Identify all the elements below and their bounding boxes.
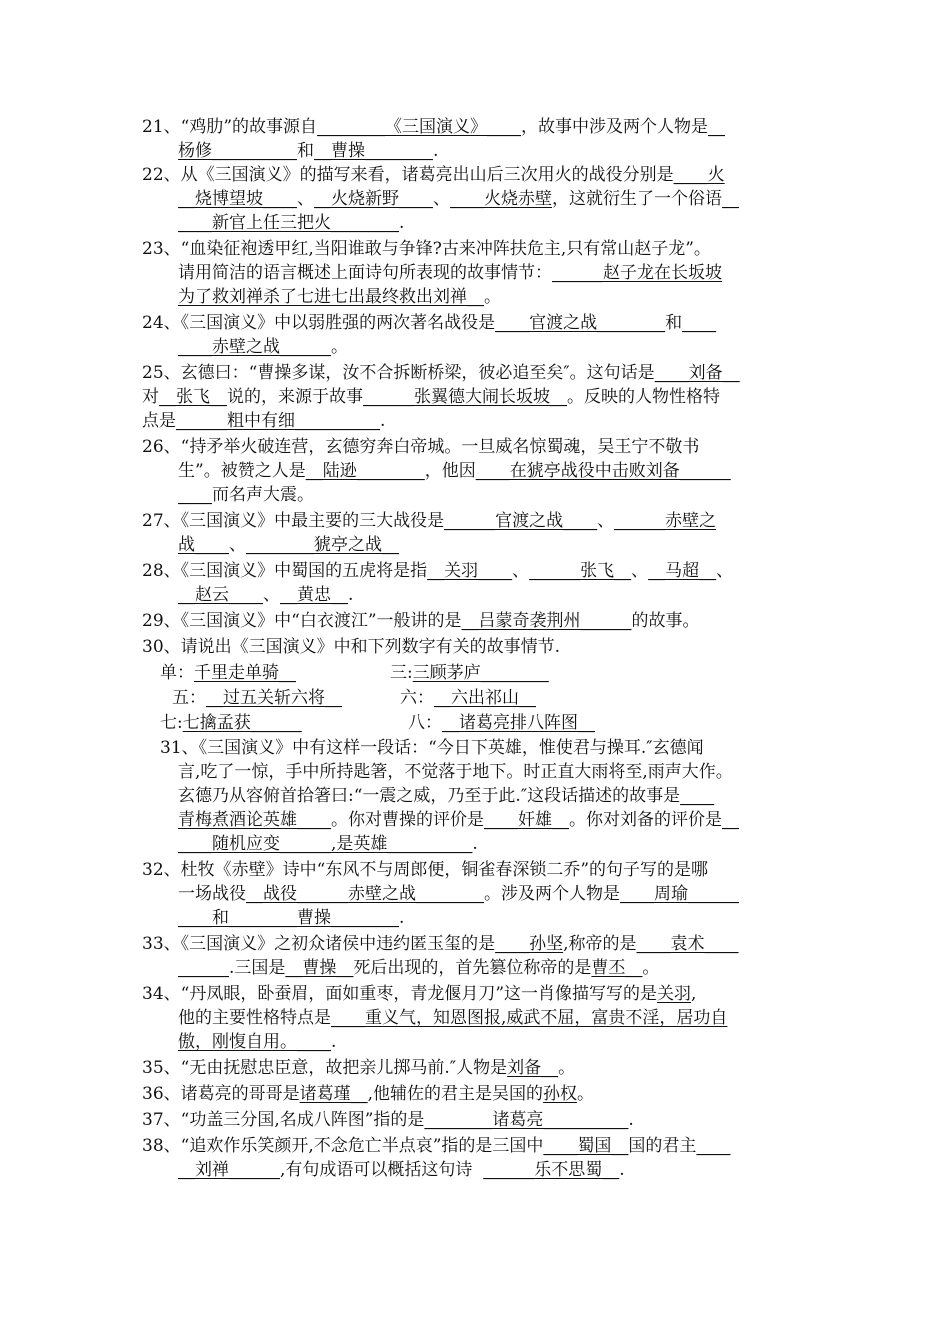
answer-blank: ____赤壁之战______	[178, 337, 331, 357]
answer-blank: 杨修__________	[178, 141, 297, 161]
question-line	[408, 712, 595, 734]
question-text: 单：	[160, 663, 194, 683]
answer-blank: 孙权	[543, 1084, 578, 1104]
answer-blank: 战____	[178, 535, 229, 555]
question-text: 、	[631, 561, 649, 581]
question-line	[178, 262, 722, 284]
question-text: 和	[665, 313, 683, 333]
question-text: 30、请说出《三国演义》中和下列数字有关的故事情节.	[142, 637, 561, 657]
question-line	[142, 116, 725, 138]
question-text: 请用简洁的语言概述上面诗句所表现的故事情节：	[178, 263, 552, 283]
answer-blank: 七擒孟获______	[182, 713, 302, 733]
question-text: 他的主要性格特点是	[178, 1008, 331, 1028]
answer-blank: __曹操__	[285, 958, 354, 978]
answer-blank: 千里走单骑__	[194, 663, 296, 683]
question-line	[178, 883, 739, 905]
question-text: 、	[597, 511, 615, 531]
question-line	[142, 312, 716, 334]
question-line	[142, 636, 560, 658]
answer-blank: __赵云____	[178, 585, 263, 605]
question-text: .	[472, 834, 478, 854]
question-text: 。	[577, 1084, 595, 1104]
answer-blank: ____官渡之战________	[495, 313, 666, 333]
answer-blank: ________《三国演义》____	[317, 117, 522, 137]
question-line	[178, 188, 739, 210]
question-text: ,称帝的是	[563, 934, 637, 954]
question-text: 、	[229, 535, 246, 555]
answer-blank: __马超__	[648, 561, 717, 581]
question-line	[142, 362, 740, 384]
question-line	[142, 386, 720, 408]
question-text: 和	[297, 141, 314, 161]
question-line	[142, 1057, 575, 1079]
question-text: 。	[558, 1058, 576, 1078]
question-text: 国的君主	[628, 1136, 697, 1156]
question-text: .	[619, 1160, 625, 1180]
answer-blank: 曹丕__	[591, 958, 643, 978]
question-line	[178, 833, 478, 855]
answer-blank: __烧博望坡____	[178, 189, 297, 209]
answer-blank: ____孙坚	[495, 934, 564, 954]
question-line	[178, 1031, 336, 1053]
question-line	[142, 983, 696, 1005]
question-line	[142, 610, 700, 632]
question-text: 五：	[172, 688, 206, 708]
question-text: ,	[691, 984, 697, 1004]
answer-blank: ____蜀国__	[543, 1136, 629, 1156]
question-text: .	[433, 141, 439, 161]
answer-blank: ____袁术____	[636, 934, 739, 954]
question-text: 一场战役	[178, 884, 246, 904]
question-line	[142, 1109, 634, 1131]
answer-blank: ______	[178, 958, 229, 978]
question-line	[178, 584, 353, 606]
question-line	[390, 662, 549, 684]
answer-blank: ____在猇亭战役中击败刘备______	[475, 461, 731, 481]
answer-blank: ____火烧赤壁	[450, 189, 552, 209]
question-text: 28、《三国演义》中蜀国的五虎将是指	[142, 561, 428, 581]
answer-blank: 诸葛瑾__	[299, 1084, 368, 1104]
question-text: 。反映的人物性格特	[567, 387, 720, 407]
question-line	[400, 687, 536, 709]
question-text: ，他因	[424, 461, 476, 481]
question-line	[142, 1083, 594, 1105]
question-text: 29、《三国演义》中“白衣渡江”一般讲的是	[142, 611, 462, 631]
question-text: 八：	[408, 713, 442, 733]
question-text: .	[331, 1032, 337, 1052]
question-line	[178, 809, 739, 831]
answer-blank: 傲，刚愎自用。____	[178, 1032, 331, 1052]
question-line	[160, 712, 302, 734]
answer-blank: ________诸葛亮__________	[424, 1110, 629, 1130]
answer-blank: 为了救刘禅杀了七进七出最终救出刘禅__	[178, 287, 484, 307]
question-text: 31、《三国演义》中有这样一段话：“今日下英雄，惟使君与操耳.″玄德闻	[160, 738, 704, 758]
answer-blank: ________猇亭之战__	[246, 535, 399, 555]
question-text: 38、“追欢作乐笑颜开,不念危亡半点哀”指的是三国中	[142, 1136, 544, 1156]
question-line	[142, 410, 385, 432]
question-line	[160, 737, 704, 759]
question-line	[178, 460, 731, 482]
question-text: 而名声大震。	[212, 485, 314, 505]
question-line	[142, 560, 733, 582]
question-text: 死后出现的，首先篡位称帝的是	[353, 958, 592, 978]
answer-blank: __陆逊________	[305, 461, 425, 481]
question-text: 34、“丹凤眼，卧蚕眉，面如重枣，青龙偃月刀”这一肖像描写写的是	[142, 984, 658, 1004]
question-line	[142, 238, 711, 260]
answer-blank: 刘备__	[507, 1058, 559, 1078]
question-text: .	[628, 1110, 634, 1130]
question-text: 22、从《三国演义》的描写来看，诸葛亮出山后三次用火的战役分别是	[142, 165, 674, 185]
question-text: 。	[331, 337, 348, 357]
question-line	[172, 687, 342, 709]
question-line	[178, 1007, 727, 1029]
answer-blank: __黄忠__	[280, 585, 348, 605]
answer-blank: ____随机应变______,是英雄__________	[178, 834, 473, 854]
answer-blank: 青梅煮酒论英雄____	[178, 810, 331, 830]
answer-blank: __关羽____	[427, 561, 513, 581]
answer-blank: ____新官上任三把火________	[178, 213, 399, 233]
question-text: .	[399, 908, 405, 928]
answer-blank: __	[722, 810, 739, 830]
question-text: 言,吃了一惊，手中所持匙箸，不觉落于地下。时正直大雨将至,雨声大作。	[178, 762, 733, 782]
answer-blank: ______赤壁之	[614, 511, 717, 531]
question-line	[178, 785, 714, 807]
question-text: 说的，来源于故事	[227, 387, 363, 407]
question-line	[142, 436, 699, 458]
answer-blank: __火烧新野____	[314, 189, 433, 209]
question-text: 、	[297, 189, 314, 209]
question-line	[178, 957, 659, 979]
question-line	[178, 534, 399, 556]
question-text: .	[380, 411, 386, 431]
answer-blank: ____和________曹操________	[178, 908, 399, 928]
question-text: 六：	[400, 688, 434, 708]
answer-blank: ______张飞__	[529, 561, 632, 581]
question-line	[178, 761, 733, 783]
question-text: 35、“无由抚慰忠臣意，故把亲儿掷马前.″人物是	[142, 1058, 508, 1078]
question-text: 玄德乃从容俯首拾箸曰:“一震之威，乃至于此.″这段话描述的故事是	[178, 786, 681, 806]
question-text: .	[399, 213, 405, 233]
question-line	[178, 907, 404, 929]
question-text: .三国是	[229, 958, 286, 978]
question-text: 、	[433, 189, 450, 209]
answer-blank: ____奸雄__	[484, 810, 569, 830]
question-text: 。你对曹操的评价是	[331, 810, 484, 830]
question-text: 对	[142, 387, 159, 407]
question-text: 、	[716, 561, 734, 581]
answer-blank: ______赵子龙在长坂坡	[552, 263, 722, 283]
answer-blank: ____火	[673, 165, 725, 185]
question-line	[178, 484, 314, 506]
answer-blank: __张飞__	[159, 387, 227, 407]
answer-blank: 三顾茅庐________	[412, 663, 549, 683]
answer-blank: ____	[680, 786, 715, 806]
answer-blank: __	[708, 117, 726, 137]
question-text: 点是	[142, 411, 176, 431]
answer-blank: __过五关斩六将__	[206, 688, 342, 708]
question-line	[160, 662, 296, 684]
answer-blank: ______乐不思蜀__	[483, 1160, 620, 1180]
question-text: ,有句成语可以概括这句诗	[280, 1160, 484, 1180]
answer-blank: ____	[178, 485, 212, 505]
question-text: 33、《三国演义》之初众诸侯中违约匿玉玺的是	[142, 934, 496, 954]
question-text: ,他辅佐的君主是吴国的	[367, 1084, 544, 1104]
question-line	[142, 1135, 730, 1157]
question-text: .	[348, 585, 354, 605]
answer-blank: __战役______赤壁之战________	[246, 884, 484, 904]
answer-blank: __	[722, 189, 739, 209]
question-text: 21、“鸡肋”的故事源自	[142, 117, 318, 137]
question-text: ，故事中涉及两个人物是	[521, 117, 709, 137]
answer-blank: ______张翼德大闹长坂坡__	[363, 387, 567, 407]
question-text: 。涉及两个人物是	[484, 884, 620, 904]
question-text: 三:	[390, 663, 413, 683]
answer-blank: ____刘备__	[654, 363, 740, 383]
answer-blank: ____周瑜______	[620, 884, 739, 904]
question-text: ，这就衍生了一个俗语	[552, 189, 722, 209]
answer-blank: __诸葛亮排八阵图__	[442, 713, 595, 733]
question-line	[178, 1159, 625, 1181]
answer-blank: 关羽	[657, 984, 692, 1004]
answer-blank: ______粗中有细__________	[176, 411, 380, 431]
answer-blank: __刘禅______	[178, 1160, 280, 1180]
question-text: 27、《三国演义》中最主要的三大战役是	[142, 511, 445, 531]
answer-blank: ____	[682, 313, 717, 333]
question-line	[142, 859, 708, 881]
answer-blank: __曹操________	[314, 141, 433, 161]
answer-blank: __六出祁山__	[434, 688, 536, 708]
question-line	[178, 212, 404, 234]
question-line	[142, 164, 725, 186]
answer-blank: __吕蒙奇袭荆州______	[461, 611, 632, 631]
question-text: 24、《三国演义》中以弱胜强的两次著名战役是	[142, 313, 496, 333]
question-text: 的故事。	[631, 611, 700, 631]
question-text: 36、诸葛亮的哥哥是	[142, 1084, 300, 1104]
question-line	[178, 286, 501, 308]
question-line	[142, 933, 739, 955]
question-text: 生”。被赞之人是	[178, 461, 306, 481]
question-text: 、	[263, 585, 280, 605]
question-text: 、	[512, 561, 530, 581]
question-text: 37、“功盖三分国,名成八阵图”指的是	[142, 1110, 425, 1130]
question-text: 。	[484, 287, 501, 307]
question-text: 七:	[160, 713, 183, 733]
question-line	[142, 510, 716, 532]
question-text: 23、“血染征袍透甲红,当阳谁敢与争锋?古来冲阵扶危主,只有常山赵子龙”。	[142, 239, 711, 259]
question-text: 32、杜牧《赤壁》诗中“东风不与周郎便，铜雀春深锁二乔”的句子写的是哪	[142, 860, 709, 880]
question-text: 25、玄德曰：“曹操多谋，汝不合拆断桥梁，彼必追至矣″。这句话是	[142, 363, 655, 383]
answer-blank: ____重义气，知恩图报,威武不屈，富贵不淫，居功自	[331, 1008, 728, 1028]
answer-blank: ______官渡之战____	[444, 511, 598, 531]
answer-blank: ____	[696, 1136, 731, 1156]
question-text: 。	[642, 958, 660, 978]
question-line	[178, 140, 438, 162]
question-text: 。你对刘备的评价是	[569, 810, 722, 830]
question-line	[178, 336, 348, 358]
question-text: 26、“持矛举火破连营，玄德穷奔白帝城。一旦威名惊蜀魂，吴王宁不敬书	[142, 437, 700, 457]
